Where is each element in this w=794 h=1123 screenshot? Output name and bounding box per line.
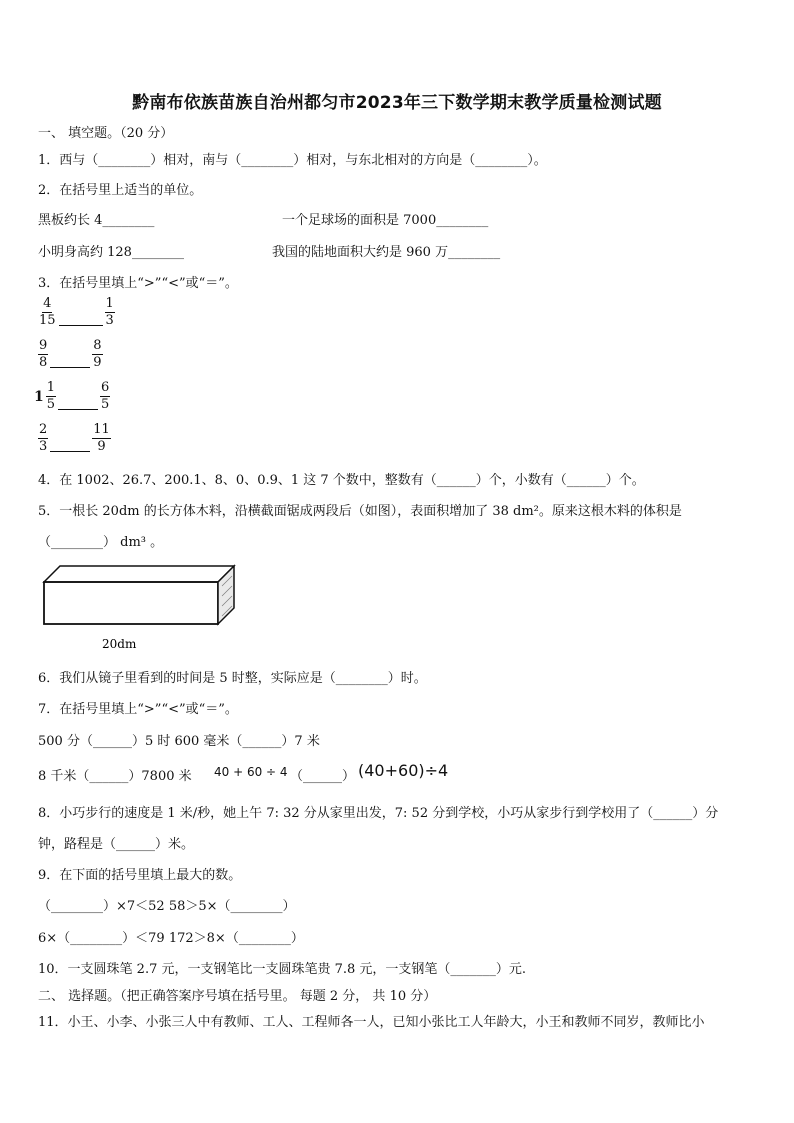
cuboid-figure (40, 560, 240, 656)
question-8-line1: 8．小巧步行的速度是 1 米/秒，她上午 7: 32 分从家里出发，7: 52 分到学校，小巧从家步行到学校用了（______）分 (38, 806, 719, 821)
section-choice-heading: 二、 选择题。（把正确答案序号填在括号里。 每题 2 分， 共 10 分） (38, 989, 437, 1004)
question-10: 10．一支圆珠笔 2.7 元，一支钢笔比一支圆珠笔贵 7.8 元，一支钢笔（_______）元. (38, 962, 527, 977)
compare-row-2 (38, 338, 103, 371)
compare-row-3 (34, 380, 110, 413)
question-2-d: 我国的陆地面积大约是 960 万________ (272, 245, 501, 260)
question-9-row2: 6×（________）＜79 172＞8×（________） (38, 931, 304, 946)
figure-length-label: 20dm (102, 637, 137, 651)
question-7-row2b: 40 + 60 ÷ 4 (214, 765, 288, 779)
fraction-left: $\frac{4}{15}$ (39, 296, 56, 328)
answer-blank[interactable] (59, 313, 103, 326)
compare-row-4 (38, 422, 111, 455)
fraction-left: $\frac{9}{8}$ (39, 338, 48, 370)
mixed-number-whole: 1 (34, 388, 44, 405)
question-5-line2: （________） dm³ 。 (38, 535, 164, 550)
question-7-row2d: (40+60)÷4 (358, 761, 449, 780)
question-4: 4．在 1002、26.7、200.1、8、0、0.9、1 这 7 个数中，整数有（______）个，小数有（______）个。 (38, 473, 645, 488)
question-2-c: 小明身高约 128________ (38, 245, 184, 260)
question-2-b: 一个足球场的面积是 7000________ (282, 213, 489, 228)
question-1: 1．西与（________）相对，南与（________）相对，与东北相对的方向是（________）。 (38, 153, 547, 168)
question-7-row1: 500 分（______）5 时 600 毫米（______）7 米 (38, 734, 320, 749)
fraction-right: $\frac{6}{5}$ (101, 380, 110, 412)
question-2-a: 黑板约长 4________ (38, 213, 155, 228)
question-2-stem: 2．在括号里上适当的单位。 (38, 183, 203, 198)
question-7-stem: 7．在括号里填上“>”“<”或“＝”。 (38, 702, 238, 717)
question-3-stem: 3．在括号里填上“>”“<”或“＝”。 (38, 276, 238, 291)
question-9-stem: 9．在下面的括号里填上最大的数。 (38, 868, 242, 883)
page-title: 黔南布依族苗族自治州都匀市2023年三下数学期末教学质量检测试题 (132, 93, 662, 113)
question-7-row2a: 8 千米（______）7800 米 (38, 769, 192, 784)
fraction-right: $\frac{1}{3}$ (105, 296, 114, 328)
compare-row-1 (38, 296, 115, 329)
question-7-row2c: （______） (290, 769, 356, 784)
answer-blank[interactable] (50, 355, 90, 368)
question-5-line1: 5．一根长 20dm 的长方体木料，沿横截面锯成两段后（如图），表面积增加了 38 dm²。原来这根木料的体积是 (38, 504, 682, 519)
cuboid-top-face (44, 566, 234, 582)
cuboid-front-face (44, 582, 218, 624)
answer-blank[interactable] (58, 397, 98, 410)
fraction-right: $\frac{8}{9}$ (93, 338, 102, 370)
fraction-left: $\frac{2}{3}$ (39, 422, 48, 454)
section-fill-blank-heading: 一、 填空题。（20 分） (38, 126, 174, 141)
question-8-line2: 钟，路程是（______）米。 (38, 837, 195, 852)
question-6: 6．我们从镜子里看到的时间是 5 时整，实际应是（________）时。 (38, 671, 427, 686)
cuboid-end-face (218, 566, 234, 624)
answer-blank[interactable] (50, 439, 90, 452)
fraction-right: $\frac{11}{9}$ (93, 422, 110, 454)
question-11: 11．小王、小李、小张三人中有教师、工人、工程师各一人，已知小张比工人年龄大，小王和教师不同岁，教师比小 (38, 1015, 705, 1030)
question-9-row1: （________）×7＜52 58＞5×（________） (38, 899, 296, 914)
fraction-left: $\frac{1}{5}$ (46, 380, 56, 412)
